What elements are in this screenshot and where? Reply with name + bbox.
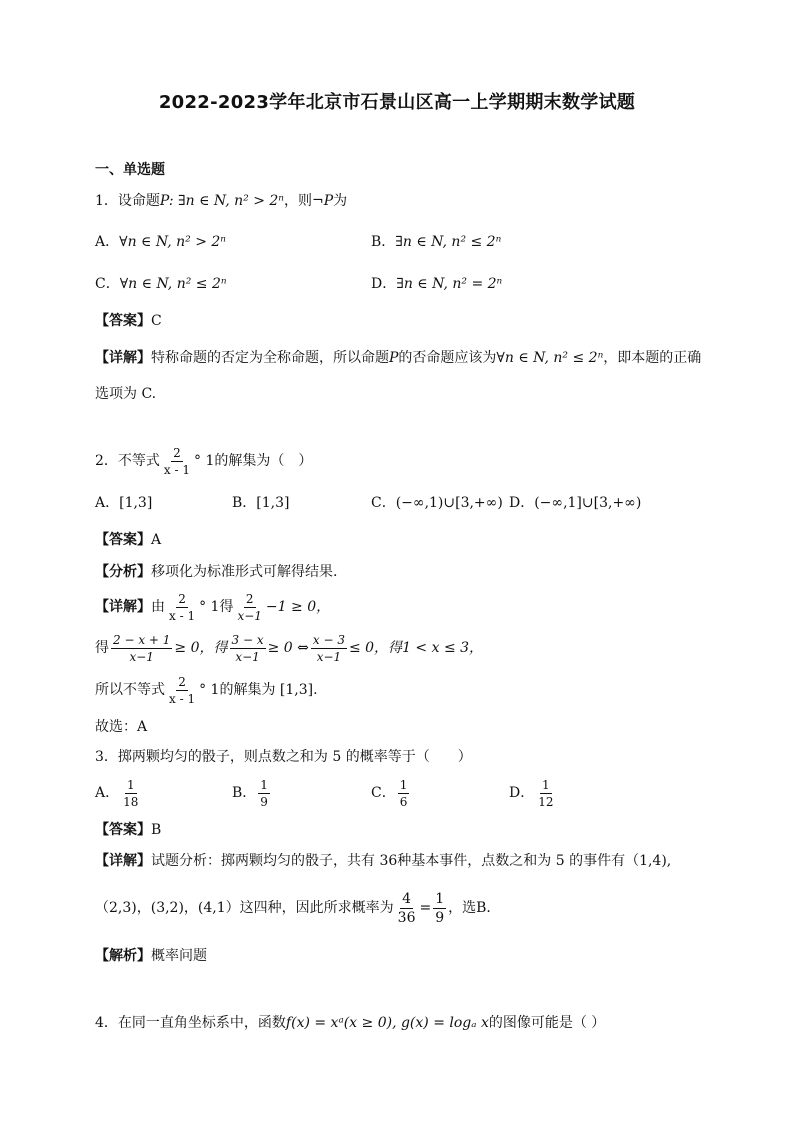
q1-answer: 【答案】C (95, 313, 162, 329)
q2-option-c: C．(−∞,1)∪[3,+∞) (371, 495, 503, 511)
q3-answer: 【答案】B (95, 822, 162, 838)
q2-option-a: A．[1,3] (95, 495, 153, 511)
q1-stem-math2: ¬P (311, 193, 334, 209)
section-heading: 一、单选题 (95, 162, 165, 178)
q3-option-a: A． $\frac{1}{18}$ (95, 777, 139, 809)
q2-answer: 【答案】A (95, 532, 162, 548)
question-1-stem (95, 191, 347, 211)
q1-stem-post: 为 (333, 193, 348, 209)
question-3-stem: 3．掷两颗均匀的骰子，则点数之和为 5 的概率等于（ ） (95, 749, 472, 765)
q2-analysis: 【分析】移项化为标准形式可解得结果. (95, 564, 338, 580)
q3-option-b: B． $\frac{1}{9}$ (232, 777, 268, 809)
q1-stem-math: P: ∃n ∈ N, n² > 2ⁿ (159, 193, 284, 209)
q1-option-c: C．∀n ∈ N, n² ≤ 2ⁿ (95, 276, 227, 292)
q1-stem-pre: 1．设命题 (95, 193, 160, 209)
q2-detail-line2: 得 $\frac{2 - x + 1}{x-1}$ ≥ 0，得 $\frac{3 - x}{x-1}$ ≥ 0 ⇔ $\frac{x - 3}{x-1}$ ≤ 0，得1 < x ≤ 3， (95, 632, 484, 664)
q2-stem-fraction: $\frac{2}{x - 1}$ (163, 445, 191, 477)
q1-option-d: D．∃n ∈ N, n² = 2ⁿ (371, 276, 503, 292)
question-2-stem: 2．不等式 $\frac{2}{x - 1}$ ° 1的解集为（ ） (95, 445, 313, 477)
q2-choose: 故选：A (95, 719, 148, 735)
q3-option-c: C． $\frac{1}{6}$ (371, 777, 408, 809)
q2-option-b: B．[1,3] (232, 495, 290, 511)
q2-detail-line3: 所以不等式 $\frac{2}{x - 1}$ ° 1的解集为 [1,3]. (95, 674, 318, 706)
question-4-stem: 4．在同一直角坐标系中，函数f(x) = xᵃ(x ≥ 0), g(x) = logₐ x的图像可能是（ ） (95, 1015, 606, 1031)
q1-stem-mid: ，则 (283, 193, 312, 209)
page-title: 2022-2023学年北京市石景山区高一上学期期末数学试题 (158, 92, 636, 113)
q3-option-d: D． $\frac{1}{12}$ (509, 777, 554, 809)
q1-option-b: B．∃n ∈ N, n² ≤ 2ⁿ (371, 234, 502, 250)
q1-detail-line2: 选项为 C. (95, 386, 157, 402)
q3-detail-line2: （2,3)，(3,2)，(4,1）这四种，因此所求概率为 $\frac{4}{36}$ = $\frac{1}{9}$ ，选B． (95, 890, 501, 926)
q2-option-d: D．(−∞,1]∪[3,+∞) (509, 495, 642, 511)
q1-option-a: A．∀n ∈ N, n² > 2ⁿ (95, 234, 226, 250)
q1-detail-line1: 【详解】特称命题的否定为全称命题，所以命题P的否命题应该为∀n ∈ N, n² ≤ 2ⁿ，即本题的正确 (95, 350, 702, 366)
q2-detail-line1: 【详解】由 $\frac{2}{x - 1}$ ° 1得 $\frac{2}{x-1}$ −1 ≥ 0， (95, 591, 331, 623)
q3-explain: 【解析】概率问题 (95, 948, 207, 964)
q3-detail-line1: 【详解】试题分析：掷两颗均匀的骰子，共有 36种基本事件，点数之和为 5 的事件有（1,4), (95, 853, 672, 869)
